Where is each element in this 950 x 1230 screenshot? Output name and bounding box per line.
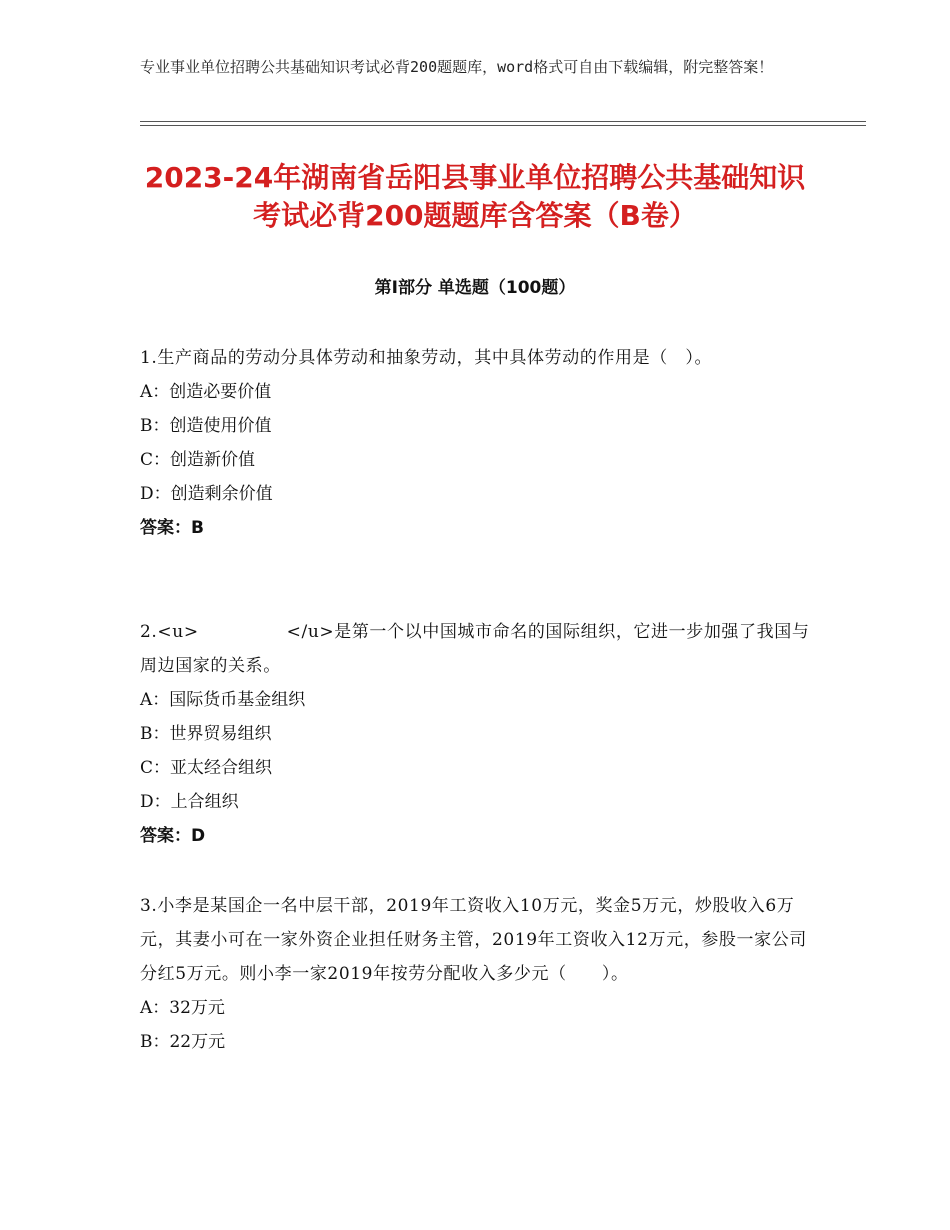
option-b: B：创造使用价值	[140, 416, 272, 436]
question-stem: 2.<u> </u>是第一个以中国城市命名的国际组织，它进一步加强了我国与周边国家的关系。	[140, 622, 810, 676]
option-d: D：创造剩余价值	[140, 484, 273, 504]
question-stem: 3.小李是某国企一名中层干部，2019年工资收入10万元，奖金5万元，炒股收入6万元，其妻小可在一家外资企业担任财务主管，2019年工资收入12万元，参股一家公司分红5万元。则小李一家2019年按劳分配收入多少元（ ）。	[140, 896, 807, 984]
option-a: A：32万元	[140, 998, 225, 1018]
header-note: 专业事业单位招聘公共基础知识考试必背200题题库，word格式可自由下载编辑，附完整答案！	[140, 58, 774, 76]
option-b: B：世界贸易组织	[140, 724, 272, 744]
question-stem: 1.生产商品的劳动分具体劳动和抽象劳动，其中具体劳动的作用是（ ）。	[140, 348, 713, 368]
question-3	[140, 889, 810, 1059]
option-c: C：创造新价值	[140, 450, 256, 470]
document-title: 2023-24年湖南省岳阳县事业单位招聘公共基础知识考试必背200题题库含答案（B卷）	[144, 161, 806, 232]
section-title: 第Ⅰ部分 单选题（100题）	[374, 278, 576, 298]
header-divider	[140, 121, 866, 126]
option-b: B：22万元	[140, 1032, 226, 1052]
question-2	[140, 615, 810, 853]
option-d: D：上合组织	[140, 792, 239, 812]
option-c: C：亚太经合组织	[140, 758, 273, 778]
option-a: A：创造必要价值	[140, 382, 272, 402]
question-1	[140, 341, 810, 545]
option-a: A：国际货币基金组织	[140, 690, 306, 710]
answer: 答案：B	[140, 518, 204, 538]
answer: 答案：D	[140, 826, 206, 846]
